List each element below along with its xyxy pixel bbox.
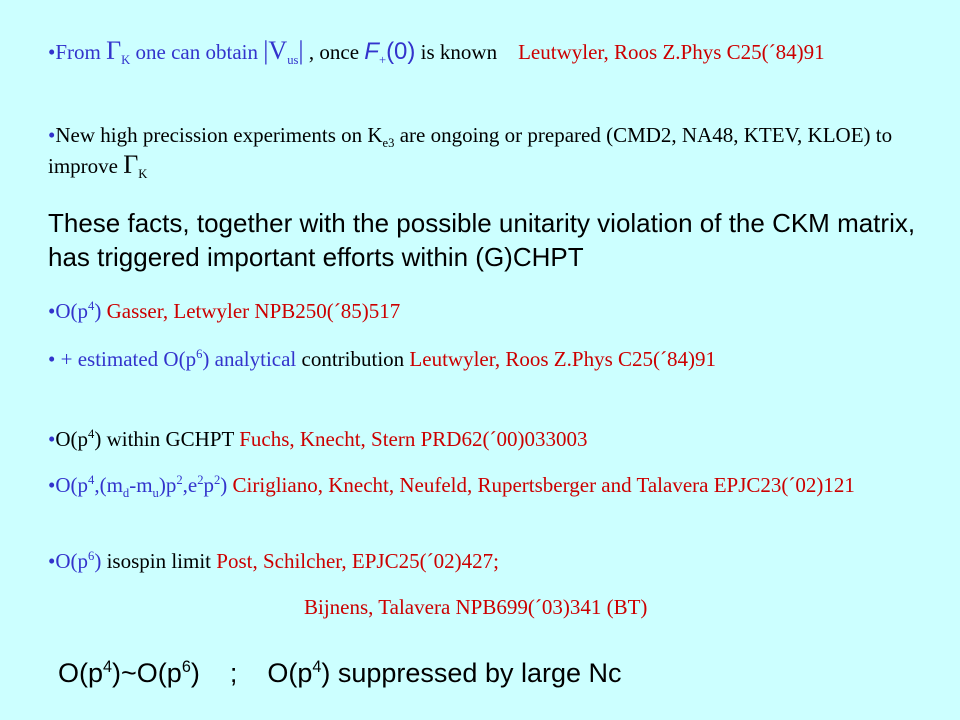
bullet-marker: • <box>48 347 56 371</box>
text: ) analytical <box>202 347 297 371</box>
subscript: d <box>122 486 130 501</box>
text: , once <box>303 40 365 64</box>
subscript: u <box>152 486 159 501</box>
form-factor-arg: (0) <box>386 38 416 65</box>
gamma-symbol: Γ <box>106 36 122 65</box>
text: ,(m <box>94 473 123 497</box>
gamma-symbol: Γ <box>123 150 139 179</box>
bullet-gamma-k <box>48 36 928 67</box>
text: p <box>203 473 214 497</box>
subscript: us <box>287 53 299 68</box>
text: one can obtain <box>130 40 264 64</box>
text: -m <box>129 473 153 497</box>
text: O(p <box>55 473 89 497</box>
superscript: 4 <box>312 658 322 676</box>
superscript: 2 <box>197 473 204 487</box>
text: ) <box>94 549 102 573</box>
reference: Leutwyler, Roos Z.Phys C25(´84)91 <box>518 40 825 64</box>
text: O(p <box>55 427 89 451</box>
text: ) <box>220 473 228 497</box>
text: + estimated O(p <box>55 347 197 371</box>
vus-close: | <box>298 36 304 65</box>
reference-bijnens: Bijnens, Talavera NPB699(´03)341 (BT) <box>304 595 648 619</box>
text: From <box>55 40 107 64</box>
text: O(p <box>55 549 89 573</box>
superscript: 6 <box>88 549 95 563</box>
superscript: 4 <box>88 473 95 487</box>
subscript: K <box>121 53 131 68</box>
reference: Cirigliano, Knecht, Neufeld, Rupertsberger and Talavera EPJC23(´02)121 <box>227 473 855 497</box>
bullet-op4-isospin <box>48 470 928 500</box>
reference: Post, Schilcher, EPJC25(´02)427; <box>211 549 499 573</box>
text: are ongoing or prepared (CMD2, NA48, KTEV, KLOE) to improve <box>48 123 893 178</box>
subscript: + <box>378 53 387 68</box>
text: isospin limit <box>101 549 212 573</box>
superscript: 6 <box>181 658 191 676</box>
superscript: 4 <box>88 427 95 441</box>
superscript: 2 <box>176 473 183 487</box>
text: O(p <box>58 658 104 688</box>
text: New high precission experiments on K <box>55 123 383 147</box>
superscript: 4 <box>103 658 113 676</box>
superscript: 2 <box>214 473 221 487</box>
reference: Fuchs, Knecht, Stern PRD62(´00)033003 <box>239 427 588 451</box>
text: ) suppressed by large Nc <box>321 658 622 688</box>
text: is known <box>415 40 498 64</box>
summary-paragraph: These facts, together with the possible unitarity violation of the CKM matrix, has triggered important efforts within (G)CHPT <box>48 208 916 272</box>
bullet-op6-isospin-limit <box>48 546 928 576</box>
text: ) within GCHPT <box>94 427 240 451</box>
text: O(p <box>55 299 89 323</box>
reference: Leutwyler, Roos Z.Phys C25(´84)91 <box>409 347 716 371</box>
text: ,e <box>182 473 198 497</box>
bullet-op4-gasser <box>48 296 928 326</box>
text: )p <box>158 473 177 497</box>
bullet-new-experiments <box>48 120 928 181</box>
text: contribution <box>296 347 410 371</box>
vus-symbol: |V <box>263 36 288 65</box>
superscript: 4 <box>88 299 95 313</box>
subscript: K <box>138 167 148 182</box>
bullet-marker: • <box>48 473 56 497</box>
text: )~O(p <box>112 658 182 688</box>
bullet-marker: • <box>48 549 56 573</box>
superscript: 6 <box>196 347 203 361</box>
bullet-marker: • <box>48 40 56 64</box>
conclusion-line <box>58 656 938 690</box>
bullet-op4-gchpt <box>48 424 928 454</box>
text: ) ; O(p <box>190 658 313 688</box>
bullet-marker: • <box>48 427 56 451</box>
text: ) <box>94 299 107 323</box>
subscript: e3 <box>382 136 395 151</box>
reference: Gasser, Letwyler NPB250(´85)517 <box>106 299 401 323</box>
bullet-marker: • <box>48 299 56 323</box>
form-factor-symbol: F <box>364 38 379 65</box>
bullet-marker: • <box>48 123 56 147</box>
bullet-op6-estimated <box>48 344 928 374</box>
